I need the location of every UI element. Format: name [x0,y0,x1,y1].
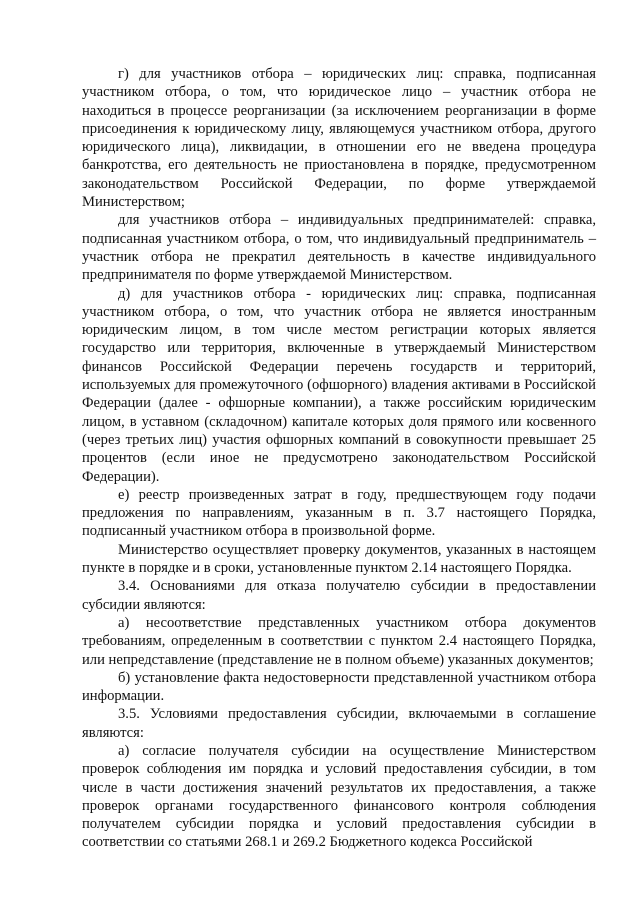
paragraph-a-consent-to-checks: а) согласие получателя субсидии на осуществление Министерством проверок соблюдения им порядка и условий предоставления субсидии, в том числе в части достижения значений результатов их предоставления, а также проверок органами государственного финансового контроля соблюдения получателем субсидии порядка и условий предоставления субсидии в соответствии со статьями 268.1 и 269.2 Бюджетного кодекса Российской [82,742,596,851]
paragraph-3-4-refusal-grounds: 3.4. Основаниями для отказа получателю субсидии в предоставлении субсидии являются: [82,578,596,613]
paragraph-a-nonconformity: а) несоответствие представленных участником отбора документов требованиям, определенным в соответствии с пунктом 2.4 настоящего Порядка, или непредставление (представление не в полном объеме) указанных документов; [82,614,596,668]
paragraph-individual-entrepreneurs-certificate: для участников отбора – индивидуальных предпринимателей: справка, подписанная участником отбора, о том, что индивидуальный предприниматель – участник отбора не прекратил деятельность в качестве индивидуального предпринимателя по форме утверждаемой Министерством. [82,212,596,284]
paragraph-ministry-document-check: Министерство осуществляет проверку документов, указанных в настоящем пункте в порядке и в сроки, установленные пунктом 2.14 настоящего Порядка. [82,541,596,577]
paragraph-3-5-conditions: 3.5. Условиями предоставления субсидии, включаемыми в соглашение являются: [82,706,596,741]
paragraph-d-offshore-certificate: д) для участников отбора - юридических лиц: справка, подписанная участником отбора, о том, что участник отбора не является иностранным юридическим лицом, в том числе местом регистрации которых является государство или территория, включенные в утверждаемый Министерством финансов Российской Федерации перечень государств и территорий, используемых для промежуточного (офшорного) владения активами в Российской Федерации (далее - офшорные компании), а также российским юридическим лицом, в уставном (складочном) капитале которых доля прямого или косвенного (через третьих лиц) участия офшорных компаний в совокупности превышает 25 процентов (если иное не предусмотрено законодательством Российской Федерации). [82,285,596,485]
paragraph-g-legal-entities-certificate: г) для участников отбора – юридических лиц: справка, подписанная участником отбора, о том, что юридическое лицо – участник отбора не находиться в процессе реорганизации (за исключением реорганизации в форме присоединения к юридическому лицу, являющемуся участником отбора, другого юридического лица), ликвидации, в отношении его не введена процедура банкротства, его деятельность не приостановлена в порядке, предусмотренном законодательством Российской Федерации, по форме утверждаемой Министерством; [82,66,596,211]
document-body [82,65,596,852]
paragraph-b-unreliable-information: б) установление факта недостоверности представленной участником отбора информации. [82,669,596,705]
paragraph-e-expenses-register: е) реестр произведенных затрат в году, предшествующем году подачи предложения по направлениям, указанным в п. 3.7 настоящего Порядка, подписанный участником отбора в произвольной форме. [82,486,596,540]
